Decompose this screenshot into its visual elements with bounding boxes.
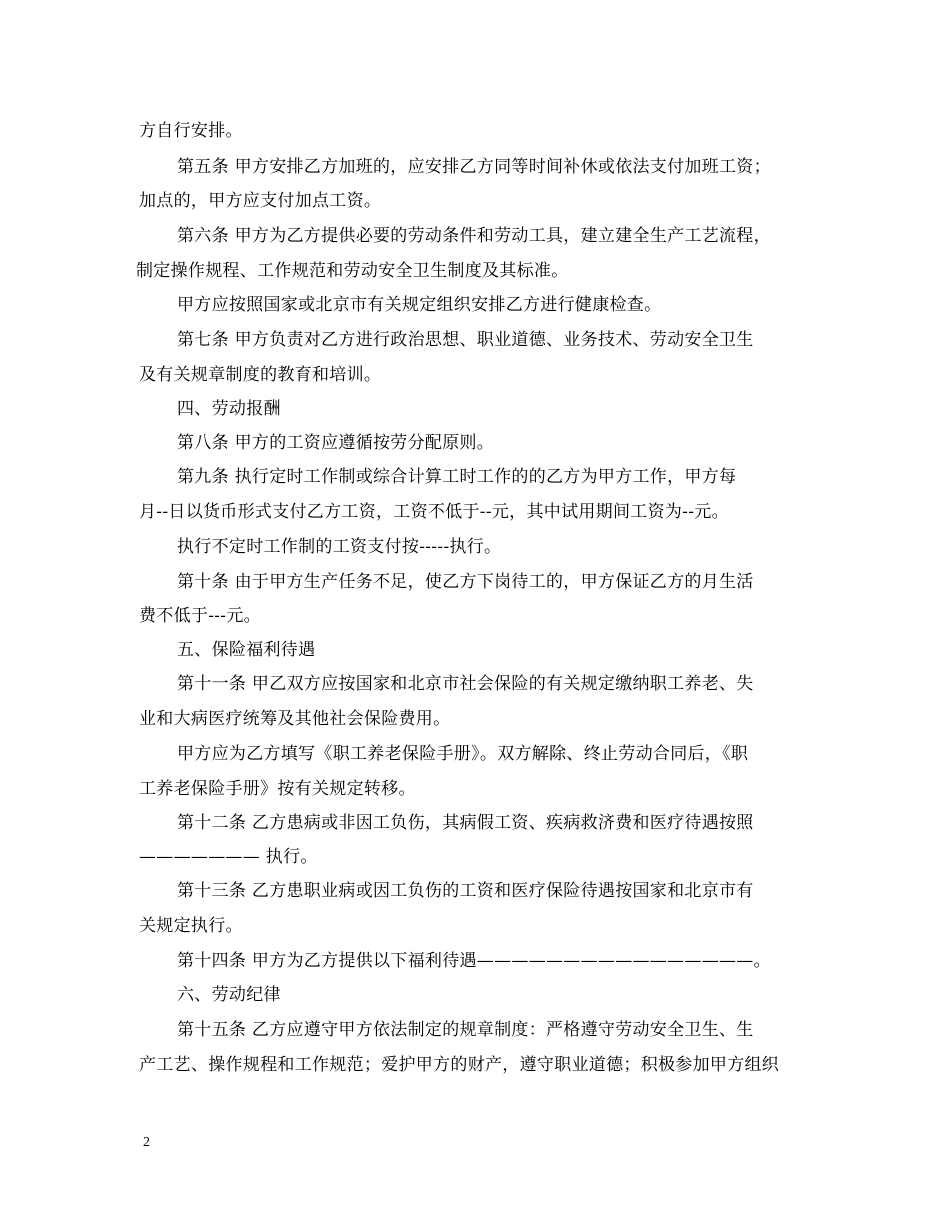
section-heading: 五、保险福利待遇 (177, 640, 316, 660)
text-line: ——————— 执行。 (139, 847, 318, 867)
text-line: 第十四条 甲方为乙方提供以下福利待遇————————————————。 (177, 951, 771, 971)
text-line: 加点的，甲方应支付加点工资。 (139, 191, 382, 211)
text-line: 制定操作规程、工作规范和劳动安全卫生制度及其标准。 (136, 261, 569, 281)
section-heading: 六、劳动纪律 (177, 985, 281, 1005)
page-number: 2 (143, 1135, 150, 1150)
text-line: 第十条 由于甲方生产任务不足，使乙方下岗待工的，甲方保证乙方的月生活 (177, 572, 754, 592)
text-line: 第八条 甲方的工资应遵循按劳分配原则。 (177, 433, 495, 453)
text-line: 关规定执行。 (139, 916, 243, 936)
text-line: 及有关规章制度的教育和培训。 (139, 365, 382, 385)
text-line: 月--日以货币形式支付乙方工资，工资不低于--元，其中试用期间工资为--元。 (139, 502, 729, 522)
text-line: 业和大病医疗统筹及其他社会保险费用。 (139, 709, 451, 729)
text-line: 第十三条 乙方患职业病或因工负伤的工资和医疗保险待遇按国家和北京市有 (177, 881, 754, 901)
text-line: 费不低于---元。 (139, 606, 261, 626)
text-line: 甲方应按照国家或北京市有关规定组织安排乙方进行健康检查。 (177, 295, 662, 315)
text-line: 方自行安排。 (139, 121, 243, 141)
text-line: 第十一条 甲乙双方应按国家和北京市社会保险的有关规定缴纳职工养老、失 (177, 674, 754, 694)
text-line: 第五条 甲方安排乙方加班的，应安排乙方同等时间补休或依法支付加班工资； (177, 157, 771, 177)
text-line: 第九条 执行定时工作制或综合计算工时工作的的乙方为甲方工作，甲方每 (177, 467, 737, 487)
text-line: 第十二条 乙方患病或非因工负伤，其病假工资、疾病救济费和医疗待遇按照 (177, 813, 754, 833)
text-line: 第七条 甲方负责对乙方进行政治思想、职业道德、业务技术、劳动安全卫生 (177, 330, 754, 350)
text-line: 执行不定时工作制的工资支付按-----执行。 (177, 537, 502, 557)
text-line: 产工艺、操作规程和工作规范；爱护甲方的财产，遵守职业道德；积极参加甲方组织 (139, 1055, 780, 1075)
text-line: 工养老保险手册》按有关规定转移。 (139, 779, 416, 799)
text-line: 第十五条 乙方应遵守甲方依法制定的规章制度：严格遵守劳动安全卫生、生 (177, 1020, 754, 1040)
text-line: 甲方应为乙方填写《职工养老保险手册》。双方解除、终止劳动合同后，《职 (177, 744, 749, 764)
text-line: 第六条 甲方为乙方提供必要的劳动条件和劳动工具，建立建全生产工艺流程， (177, 226, 771, 246)
section-heading: 四、劳动报酬 (177, 399, 281, 419)
